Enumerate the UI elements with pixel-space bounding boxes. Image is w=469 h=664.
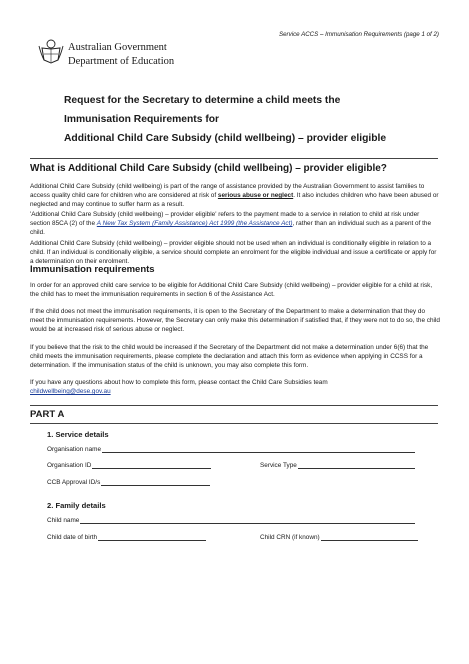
field-label: Child CRN (if known) bbox=[260, 534, 320, 541]
text: 'Additional Child Care Subsidy (child wellbeing) – provider eligible' refers to the payment made to a service in relation to child at risk under section 85CA (2) of the bbox=[30, 211, 420, 227]
document-title bbox=[64, 91, 424, 148]
ccb-approval-field[interactable] bbox=[47, 478, 210, 486]
child-crn-field[interactable] bbox=[260, 533, 418, 541]
input-line[interactable] bbox=[80, 516, 415, 524]
part-a-heading: PART A bbox=[30, 409, 65, 420]
text: . It also includes children who have been abused or neglected and may continue to suffer harm as a result. bbox=[30, 192, 439, 208]
divider bbox=[30, 158, 438, 159]
field-label: Service Type bbox=[260, 462, 297, 469]
field-label: Child name bbox=[47, 517, 80, 524]
input-line[interactable] bbox=[98, 533, 206, 541]
family-details-title: 2. Family details bbox=[47, 501, 106, 510]
immunisation-paragraph-3: If you believe that the risk to the child would be increased if the Secretary of the Department did not make a determination under 6(6) that the child meets the immunisation requirements, please complete the declaration and attach this form as evidence when applying in CCSS for a determination. If the immunisation status of the child is unknown, you may also complete this form. bbox=[30, 344, 429, 369]
commonwealth-crest-icon bbox=[36, 36, 66, 66]
divider bbox=[30, 405, 438, 406]
field-label: Child date of birth bbox=[47, 534, 98, 541]
title-line-3: Additional Child Care Subsidy (child wellbeing) – provider eligible bbox=[64, 133, 387, 144]
text: If you have any questions about how to complete this form, please contact the Child Care Subsidies team bbox=[30, 379, 328, 386]
input-line[interactable] bbox=[101, 478, 210, 486]
section-heading-immunisation: Immunisation requirements bbox=[30, 264, 155, 275]
service-details-title: 1. Service details bbox=[47, 430, 109, 439]
text: Additional Child Care Subsidy (child wellbeing) is part of the range of assistance provided by the Australian Government to assist families to access quality child care for children who are considered at risk of bbox=[30, 183, 425, 199]
text: , rather than an individual such as a parent of the child. bbox=[30, 220, 432, 236]
emphasis-text: serious abuse or neglect bbox=[217, 192, 294, 199]
section-heading-about: What is Additional Child Care Subsidy (child wellbeing) – provider eligible? bbox=[30, 163, 387, 174]
organisation-name-field[interactable] bbox=[47, 445, 415, 453]
about-paragraph-2 bbox=[30, 210, 440, 237]
input-line[interactable] bbox=[321, 533, 418, 541]
field-label: Organisation ID bbox=[47, 462, 92, 469]
input-line[interactable] bbox=[298, 461, 415, 469]
assistance-act-link[interactable]: A New Tax System (Family Assistance) Act 1999 (the Assistance Act) bbox=[96, 220, 293, 227]
field-label: Organisation name bbox=[47, 446, 101, 453]
input-line[interactable] bbox=[102, 445, 415, 453]
title-line-2: Immunisation Requirements for bbox=[64, 114, 220, 125]
page-reference: Service ACCS – Immunisation Requirements (page 1 of 2) bbox=[278, 31, 439, 38]
immunisation-paragraph-4 bbox=[30, 378, 440, 396]
organisation-id-field[interactable] bbox=[47, 461, 211, 469]
child-dob-field[interactable] bbox=[47, 533, 206, 541]
title-line-1: Request for the Secretary to determine a child meets the bbox=[64, 95, 341, 106]
logo-line-1: Australian Government bbox=[68, 42, 167, 53]
immunisation-paragraph-2: If the child does not meet the immunisation requirements, it is open to the Secretary of the Department to make a determination that they do meet the immunisation requirements. However, the Secretary can only make this determination if satisfied that, if they were not to do so, the child would be at increased risk of serious abuse or neglect. bbox=[30, 308, 440, 333]
input-line[interactable] bbox=[92, 461, 211, 469]
email-link[interactable]: childwellbeing@dese.gov.au bbox=[30, 388, 111, 395]
about-paragraph-3: Additional Child Care Subsidy (child wellbeing) – provider eligible should not be used when an individual is conditionally eligible in relation to a child. If an individual is conditionally eligible, a service should complete an enrolment for the eligible individual and issue a certificate or apply for a determination on their enrolment. bbox=[30, 240, 437, 265]
field-label: CCB Approval ID/s bbox=[47, 479, 101, 486]
about-paragraph-1 bbox=[30, 182, 440, 209]
child-name-field[interactable] bbox=[47, 516, 415, 524]
service-type-field[interactable] bbox=[260, 461, 415, 469]
government-logo bbox=[68, 41, 174, 68]
divider bbox=[30, 423, 438, 424]
immunisation-paragraph-1: In order for an approved child care service to be eligible for Additional Child Care Subsidy (child wellbeing) – provider eligible for a child at risk, the child has to meet the immunisation requirements in section 6 of the Assistance Act. bbox=[30, 282, 433, 298]
logo-line-2: Department of Education bbox=[68, 56, 175, 67]
